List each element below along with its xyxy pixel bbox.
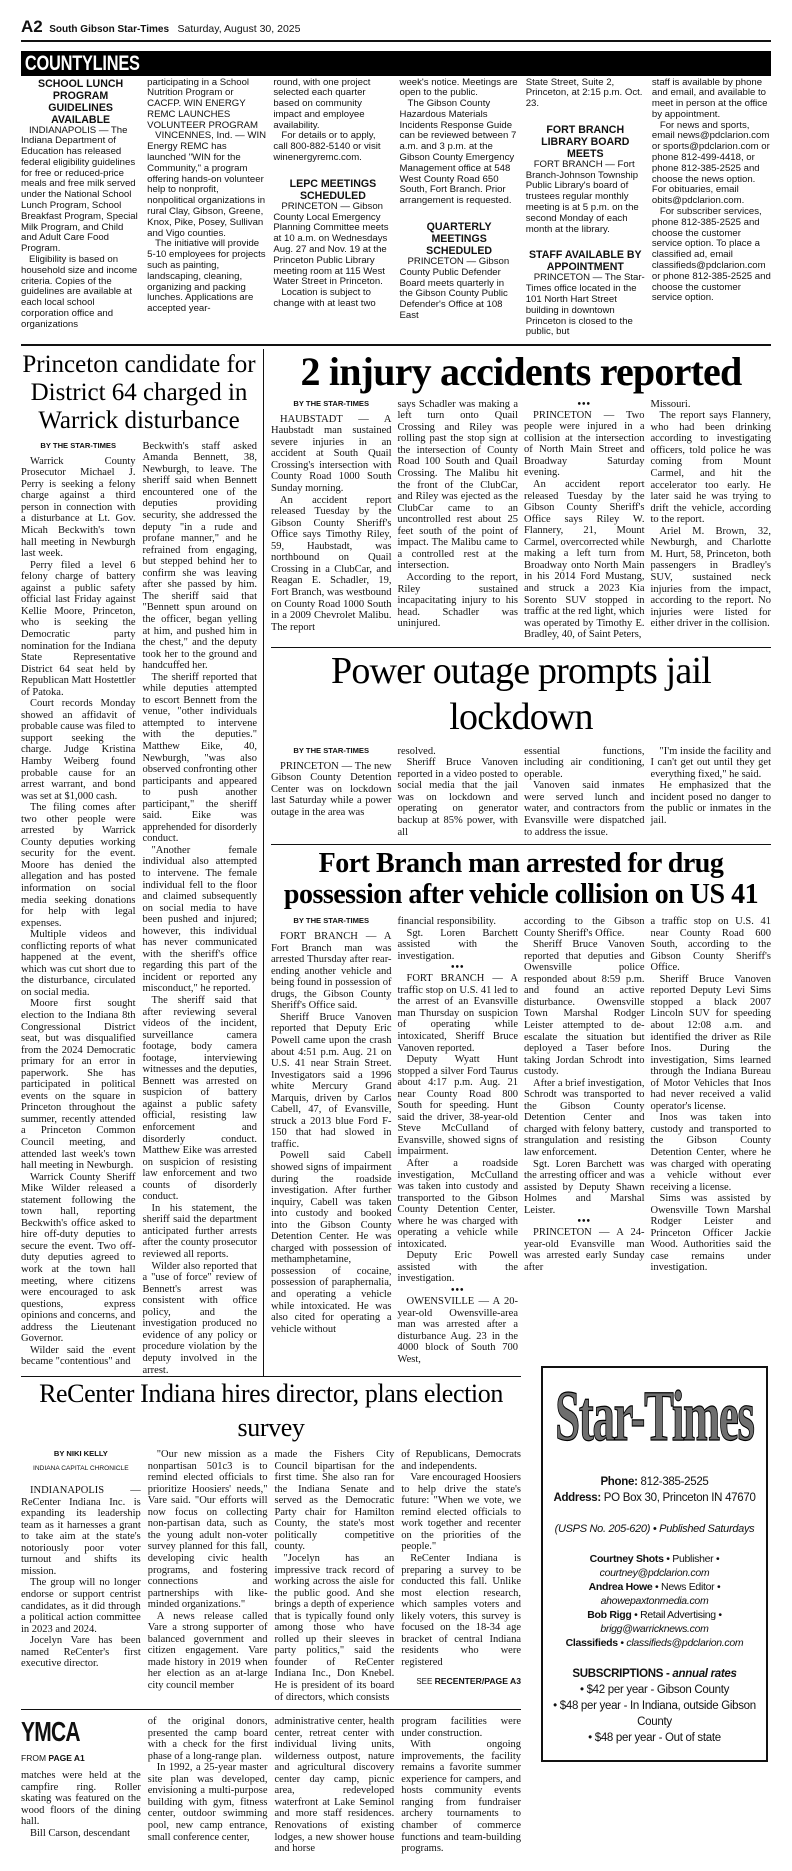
paragraph: FORT BRANCH — A traffic stop on U.S. 41 led to the arrest of an Evansville man Thursday on suspicion of operating while intoxicated, Sheriff Bruce Vanoven reported.	[397, 973, 518, 1054]
subheading: LEPC MEETINGS SCHEDULED	[289, 177, 377, 202]
jump-prefix: SEE	[416, 1677, 433, 1687]
staff-list	[543, 1552, 766, 1650]
paragraph: Court records Monday showed an affidavit of probable cause was filed to support seeking the charge. Judge Kristina Hamby Weiberg found probable cause for an arrest warrant, and bond was set at $1,000 cash.	[21, 698, 136, 802]
subscription-rate: • $48 per year - In Indiana, outside Gibson County	[553, 1700, 756, 1729]
paragraph: Multiple videos and conflicting reports of what happened at the event, which was cut short due to the disturbance, circulated on social media.	[21, 929, 136, 998]
text-column	[400, 78, 519, 322]
paragraph: essential functions, including air conditioning, operable.	[524, 745, 645, 780]
subscription-rate: • $42 per year - Gibson County	[579, 1684, 730, 1697]
text-column	[147, 78, 266, 316]
paragraph: Missouri.	[650, 398, 691, 410]
paragraph: With ongoing improvements, the facility remains a favorite summer experience for campers, and hosts community events ranging from fundraiser archery tournaments to chamber of commerce functions and team-building programs.	[401, 1739, 521, 1855]
text-column	[401, 1449, 521, 1687]
text-column	[148, 1716, 268, 1843]
subheading: STAFF AVAILABLE BY APPOINTMENT	[528, 249, 642, 274]
publication-name: South Gibson Star-Times	[49, 24, 170, 35]
address-line	[543, 1490, 766, 1506]
subscription-rates	[543, 1682, 766, 1746]
paragraph: Sheriff Bruce Vanoven reported Deputy Levi Sims stopped a black 2007 Lincoln SUV for speeding about 12:08 a.m. and identified the driver as Rile Inos. During the investigation, Sims learned through the Indiana Bureau of Motor Vehicles that Inos had never received a valid operator's license.	[650, 973, 771, 1112]
text-column	[21, 1716, 141, 1839]
paragraph: After a brief investigation, Schrodt was transported to the Gibson County Detention Center and charged with felony battery, strangulation and resisting law enforcement.	[524, 1077, 645, 1158]
text-column	[21, 78, 140, 331]
paragraph: PRINCETON — Two people were injured in a collision at the intersection of North Main Street and Broadway Saturday evening.	[524, 409, 645, 479]
byline: BY THE STAR-TIMES	[293, 916, 370, 926]
byline: BY THE STAR-TIMES	[40, 440, 117, 450]
paragraph: Sgt. Loren Barchett was the arresting officer and was assisted by Deputy Shawn Holmes and Marshal Leister.	[524, 1158, 645, 1216]
paragraph: round, with one project selected each quarter based on community impact and employee availability.	[273, 76, 371, 131]
paragraph: made the Fishers City Council bipartisan for the first time. She also ran for the Indiana Senate and served as the Democratic Party chair for Hamilton County, the state's most politically competitive county.	[274, 1449, 395, 1553]
jump-page: PAGE A1	[48, 1753, 85, 1764]
paragraph: Sims was assisted by Owensville Town Marshal Rodger Leister and Princeton Officer Jackie Wood. Authorities said the case remains under investigation.	[650, 1193, 771, 1274]
paragraph: Inos was taken into custody and transported to the Gibson County Detention Center, where he was charged with operating a vehicle without ever receiving a license.	[650, 1112, 771, 1193]
paragraph: Ariel M. Brown, 32, Newburgh, and Charlotte M. Hurt, 58, Princeton, both passengers in Bradley's SUV, sustained neck injuries from the impact, according to the report. No injuries were listed for either driver in the collision.	[650, 525, 771, 630]
paragraph: VINCENNES, Ind. — WIN Energy REMC has launched "WIN for the Community," a program offering hands-on volunteer help to nonprofit, nonpolitical organizations in rural Clay, Gibson, Greene, Knox, Pike, Posey, Sullivan and Vigo counties.	[147, 130, 267, 239]
publication-info-box	[541, 1366, 768, 1762]
paragraph: financial responsibility.	[397, 916, 496, 928]
text-column	[275, 1716, 395, 1855]
main-news-area	[21, 349, 771, 1376]
paragraph: Jocelyn Vare has been named ReCenter's first executive director.	[21, 1635, 141, 1670]
staff-email[interactable]: courtney@pdclarion.com	[599, 1567, 710, 1580]
byline: BY NIKI KELLY	[53, 1449, 108, 1459]
subscription-rate: • $48 per year - Out of state	[588, 1732, 721, 1745]
paragraph: The Gibson County Hazardous Materials Incidents Response Guide can be reviewed between 7 a.m. and 3 p.m. at the Gibson County Emergency Management office at 548 West County Road 650 South, Fort Branch. Prior arrangement is requested.	[399, 98, 517, 207]
paragraph: resolved.	[397, 745, 436, 757]
text-column	[148, 1449, 268, 1691]
section-title: COUNTYLINES	[24, 51, 140, 75]
text-column	[143, 441, 258, 1376]
paragraph: For subscriber services, phone 812-385-2525 and choose the customer service option. To place a classified ad, email classifieds@pdclarion.com or phone 812-385-2525 and choose the customer service option.	[651, 206, 771, 304]
paragraph: PRINCETON — Gibson County Public Defender Board meets quarterly in the Gibson County Public Defender's Office at 108 East	[399, 256, 510, 322]
text-column	[21, 1449, 141, 1670]
text-column	[398, 916, 519, 1365]
paragraph: The sheriff said that after reviewing several videos of the incident, surveillance camera footage, body camera footage, interviewing witnesses and the deputies, Bennett was arrested on suspicion of battery against a public safety official, resisting law enforcement and disorderly conduct. Matthew Eike was arrested on suspicion of resisting law enforcement and two counts of disorderly conduct.	[142, 995, 257, 1203]
paragraph: administrative center, health center, retreat center with individual living units, wilderness outpost, nature and agricultural discovery center day camp, picnic area, redeveloped waterfront at Lake Seminol and more staff residences. Renovations of existing lodges, a new shower house and horse	[274, 1716, 395, 1855]
text-column	[398, 746, 519, 838]
headline-injury-accidents: 2 injury accidents reported	[300, 348, 742, 394]
paragraph: participating in a School Nutrition Program or CACFP. WIN ENERGY REMC LAUNCHES VOLUNTEER PROGRAM	[147, 76, 259, 131]
paragraph: The filing comes after two other people were arrested by Warrick County deputies working security for the event. Moore has denied the allegation and has posted information on social media seeking donations for help with legal expenses.	[21, 802, 136, 929]
paragraph: matches were held at the campfire ring. Roller skating was featured on the wood floors of the dining hall.	[21, 1770, 141, 1828]
subheading: FORT BRANCH LIBRARY BOARD MEETS	[541, 123, 630, 160]
staff-name: Bob Rigg	[587, 1609, 632, 1622]
staff-contact: Andrea Howe • News Editor • ahowepaxtonmedia.com	[588, 1581, 721, 1608]
paragraph: says Schadler was making a left turn onto Quail Crossing and Riley was rolling past the stop sign at the intersection of County Road 100 South and Quail Crossing. The Malibu hit the front of the ClubCar, and Riley was ejected as the ClubCar came to an uncontrolled rest about 25 feet south of the point of impact. The Malibu came to a controlled rest at the intersection.	[397, 398, 518, 572]
staff-contact: Bob Rigg • Retail Advertising • brigg@warricknews.com	[587, 1609, 722, 1636]
paragraph: Beckwith's staff asked Amanda Bennett, 38, Newburgh, to leave. The sheriff said when Bennett encountered one of the deputies providing security, she addressed the deputy "in a rude and profane manner," and he refrained from engaging, but stepped behind her to confirm she was leaving after she passed by him. The sheriff said that "Bennett spun around on the officer, began yelling at him, and pushed him in the chest," and the deputy took her to the ground and handcuffed her.	[142, 440, 257, 672]
paragraph: ReCenter Indiana is preparing a survey to be conducted this fall. Unlike most election research, which samples voters and likely voters, this survey is focused on the 18-34 age bracket of central Indiana residents who were registered	[401, 1552, 521, 1668]
paragraph: Deputy Wyatt Hunt stopped a silver Ford Taurus about 4:17 p.m. Aug. 21 near County Road 800 South for speeding. Hunt said the driver, 38-year-old Steve McCulland of Evansville, showed signs of impairment.	[397, 1054, 518, 1158]
paragraph: An accident report released Tuesday by the Gibson County Sheriff's Office says Riley W. Flannery, 21, Mount Carmel, overcorrected while making a left turn from Broadway onto North Main in his 2014 Ford Mustang, and struck a 2023 Kia Sorento SUV stopped in traffic at the red light, which was operated by Timothy E. Bradley, 40, of Saint Peters,	[524, 479, 645, 641]
paragraph: In his statement, the sheriff said the department anticipated further arrests after the county prosecutor reviewed all reports.	[142, 1202, 257, 1261]
text-column	[401, 1716, 521, 1855]
paragraph: For details or to apply, call 800-882-5140 or visit winenergyremc.com.	[273, 130, 381, 164]
phone-number: 812-385-2525	[640, 1476, 709, 1489]
jump-link[interactable]	[401, 1676, 521, 1687]
usps-line: (USPS No. 205-620) • Published Saturdays	[554, 1523, 755, 1536]
paragraph: The group will no longer endorse or support centrist candidates, as it did through a political action committee in 2023 and 2024.	[21, 1577, 141, 1635]
right-news-column	[264, 349, 771, 1376]
staff-name: Andrea Howe	[588, 1581, 653, 1594]
story-separator: •••	[577, 1216, 591, 1228]
paragraph: according to the Gibson County Sheriff's Office.	[524, 916, 645, 939]
headline-princeton-candidate: Princeton candidate for District 64 charged in Warrick disturbance	[22, 350, 256, 434]
story-separator: •••	[577, 398, 591, 410]
header-rule	[21, 40, 771, 42]
text-column	[21, 441, 136, 1368]
paragraph: INDIANAPOLIS — The Indiana Department of Education has released federal eligibility guidelines for free or reduced-price meals and free milk served under the National School Lunch Program, School Breakfast Program, Special Milk Program, and Child and Adult Care Food Program.	[21, 124, 138, 255]
address-value: PO Box 30, Princeton IN 47670	[603, 1492, 756, 1505]
section-divider	[21, 344, 771, 346]
byline-organization: INDIANA CAPITAL CHRONICLE	[33, 1465, 129, 1473]
article-princeton-candidate	[21, 349, 264, 1376]
paragraph: Deputy Eric Powell assisted with the investigation.	[397, 1250, 518, 1285]
staff-role: Publisher	[672, 1553, 714, 1566]
staff-email[interactable]: ahowepaxtonmedia.com	[600, 1595, 709, 1608]
byline: BY THE STAR-TIMES	[293, 745, 370, 755]
paragraph: week's notice. Meetings are open to the public.	[399, 76, 518, 99]
paragraph: The initiative will provide 5-10 employees for projects such as painting, landscaping, cleaning, organizing and packing lunches. Applications are accepted year-	[147, 238, 266, 315]
text-column	[652, 78, 771, 305]
paragraph: Vare encouraged Hoosiers to help drive the state's future: "When we vote, we remind elected officials to work together and recenter on the priorities of the people."	[401, 1472, 521, 1553]
text-column	[271, 916, 392, 1335]
staff-role: Retail Advertising	[640, 1609, 716, 1622]
paragraph: A news release called Vare a strong supporter of balanced government and citizen engagement. Vare made history in 2019 when her election as an at-large city council member	[147, 1610, 268, 1691]
headline-fort-branch-arrest: Fort Branch man arrested for drug possession after vehicle collision on US 41	[283, 848, 759, 911]
paragraph: "Another female individual also attempted to intervene. The female individual fell to the floor and claimed subsequently on social media to have been pushed and injured; however, this individual has never communicated with the sheriff's office regarding this part of the incident or reported any misconduct," he reported.	[142, 844, 257, 995]
jump-prefix: FROM	[21, 1753, 47, 1764]
paragraph: Vanoven said inmates were served lunch and water, and contractors from Evansville were dispatched to address the issue.	[524, 780, 645, 838]
headline-power-outage: Power outage prompts jail lockdown	[331, 649, 711, 738]
paragraph: Wilder also reported that a "use of force" review of Bennett's arrest was consistent with office policy, and the investigation produced no evidence of any policy or procedure violation by the deputy involved in the arrest.	[142, 1260, 257, 1376]
paragraph: According to the report, Riley sustained incapacitating injury to his head. Schadler was uninjured.	[397, 571, 518, 630]
article-recenter	[21, 1377, 521, 1709]
text-column	[651, 746, 772, 827]
paragraph: Sgt. Loren Barchett assisted with the investigation.	[397, 927, 518, 962]
staff-email[interactable]: classifieds@pdclarion.com	[626, 1637, 744, 1650]
paragraph: The report says Flannery, who had been drinking according to investigating officers, told police he was coming from Mount Carmel, and hit the accelerator too early. He later said he was trying to drift the vehicle, according to the report.	[650, 410, 771, 526]
subscriptions-title	[543, 1666, 766, 1682]
article-body	[271, 399, 771, 641]
text-column	[524, 746, 645, 838]
staff-email[interactable]: brigg@warricknews.com	[600, 1623, 709, 1636]
paragraph: FORT BRANCH — A Fort Branch man was arrested Thursday after rear-ending another vehicle and being found in possession of drugs, the Gibson County Sheriff's Office said.	[271, 931, 392, 1012]
article-body	[271, 746, 771, 838]
text-column	[526, 78, 645, 339]
subs-title-em: annual rates	[672, 1668, 737, 1681]
article-body	[21, 1449, 521, 1703]
paragraph: Bill Carson, descendant	[30, 1827, 131, 1839]
text-column	[271, 399, 392, 633]
story-separator: •••	[450, 962, 465, 974]
paragraph: PRINCETON — Gibson County Local Emergency Planning Committee meets at 10 a.m. on Wednesdays Aug. 27 and Nov. 19 at the Princeton Public Library meeting room at 115 West Water Street in Princeton.	[273, 200, 389, 288]
paragraph: After a roadside investigation, McCulland was taken into custody and transported to the Gibson County Detention Center, where he was charged with operating a vehicle while intoxicated.	[397, 1158, 518, 1250]
paragraph: of Republicans, Democrats and independents.	[401, 1449, 521, 1472]
paragraph: PRINCETON — The new Gibson County Detention Center was on lockdown last Saturday while a power outage in the area was	[271, 760, 392, 818]
paragraph: Warrick County Prosecutor Michael J. Perry is seeking a felony charge against a third person in connection with a disturbance at Lt. Gov. Micah Beckwith's town hall meeting in Newburgh last week.	[21, 455, 136, 560]
paragraph: a traffic stop on U.S. 41 near County Road 600 South, according to the Gibson County Sheriff's Office.	[650, 916, 771, 974]
article-ymca	[21, 1716, 521, 1861]
paragraph: For news and sports, email news@pdclarion.com or sports@pdclarion.com or phone 812-499-4418, or phone 812-385-2525 and choose the news option. For obituaries, email obits@pdclarion.com.	[651, 119, 770, 207]
text-column	[651, 399, 772, 630]
phone-line	[543, 1474, 766, 1490]
bottom-left-column	[21, 1376, 521, 1861]
paragraph: PRINCETON — A 24-year-old Evansville man was arrested early Sunday after	[524, 1227, 645, 1273]
text-column	[398, 399, 519, 630]
staff-contact: Classifieds • classifieds@pdclarion.com	[565, 1637, 744, 1650]
text-column	[524, 399, 645, 641]
paragraph: "Our new mission as a nonpartisan 501c3 is to remind elected officials to prioritize Hoosiers' needs," Vare said. "Our efforts will now focus on collecting non-partisan data, such as the young adult non-voter survey planned for this fall, developing civic health programs, and fostering connections and partnerships with like-minded organizations."	[147, 1449, 268, 1611]
paragraph: FORT BRANCH — Fort Branch-Johnson Township Public Library's board of trustees regular monthly meeting is at 5 p.m. on the second Monday of each month at the library.	[525, 158, 639, 235]
section-divider	[271, 844, 771, 845]
text-column	[275, 1449, 395, 1703]
paragraph: Perry filed a level 6 felony charge of battery against a public safety official last Friday against Kellie Moore, Princeton, who is seeking the Democratic party nomination for the Indiana State Representative District 64 seat held by Republican Matt Hostettler of Patoka.	[21, 559, 136, 698]
section-divider	[21, 1709, 521, 1710]
text-column	[273, 78, 392, 310]
countylines-banner	[21, 51, 771, 76]
page-header	[21, 18, 771, 40]
paragraph: Location is subject to change with at least two	[273, 287, 376, 310]
paragraph: An accident report released Tuesday by the Gibson County Sheriff's Office says Timothy Riley, 59, Haubstadt, was northbound on Quail Crossing in a ClubCar, and Reagan E. Schadler, 19, Fort Branch, was westbound on County Road 1000 South in a 2009 Chevrolet Malibu. The report	[271, 494, 392, 633]
article-body	[271, 916, 771, 1365]
paragraph: Sheriff Bruce Vanoven reported in a video posted to social media that the jail was on lockdown and operating on generator backup at 85% power, with all	[397, 757, 518, 838]
jump-from	[21, 1752, 141, 1764]
paragraph: "I'm inside the facility and I can't get out until they get everything fixed," he said.	[650, 745, 771, 780]
subheading: SCHOOL LUNCH PROGRAM GUIDELINES AVAILABLE	[38, 77, 124, 126]
story-separator: •••	[450, 1285, 465, 1297]
paragraph: PRINCETON — The Star-Times office located in the 101 North Hart Street building in downtown Princeton is closed to the public, but	[525, 272, 645, 338]
jump-target: RECENTER/PAGE A3	[434, 1676, 521, 1687]
paragraph: "Jocelyn has an impressive track record of working across the aisle for the public good. And she brings a depth of experience that is typically found only among those who have rolled up their sleeves in party politics," said the founder of ReCenter Indiana Inc., Don Knebel. He is president of its board of directors, which consists	[274, 1552, 395, 1703]
paragraph: Sheriff Bruce Vanoven reported that Deputy Eric Powell came upon the crash about 4:51 p.m. Aug. 21 on U.S. 41 near Strain Street. Investigators said a 1996 white Mercury Grand Marquis, driven by Carlos Cabell, 47, of Evansville, struck a 2013 blue Ford F-150 that had slowed in traffic.	[271, 1011, 392, 1150]
bottom-area	[21, 1376, 771, 1861]
headline-recenter: ReCenter Indiana hires director, plans election survey	[39, 1379, 503, 1443]
paragraph: Sheriff Bruce Vanoven reported that deputies and Owensville police responded about 8:59 p.m. and found an active disturbance. Owensville Town Marshal Rodger Leister attempted to de-escalate the situation but deployed a Taser before taking Jordan Schrodt into custody.	[524, 939, 645, 1078]
staff-name: Classifieds	[565, 1637, 618, 1650]
staff-name: Courtney Shots	[589, 1553, 664, 1566]
article-fort-branch-arrest	[271, 848, 771, 1371]
staff-contact: Courtney Shots • Publisher • courtney@pdclarion.com	[589, 1553, 720, 1580]
paragraph: HAUBSTADT — A Haubstadt man sustained severe injuries in an accident at South Quail Crossing's intersection with County Road 1000 South Sunday morning.	[271, 413, 392, 495]
paragraph: State Street, Suite 2, Princeton, at 2:15 p.m. Oct. 23.	[525, 76, 643, 110]
ymca-section-logo: YMCA	[21, 1716, 80, 1748]
paragraph: Moore first sought election to the Indiana 8th Congressional District seat, but was disqualified from the 2024 Democratic primary for an error in paperwork. She has participated in political events on the square in Princeton throughout the summer, recently attended a Princeton Common Council meeting, and attended last week's town hall meeting in Newburgh.	[21, 998, 136, 1172]
article-body	[21, 1716, 521, 1855]
article-power-outage	[271, 648, 771, 844]
paragraph: of the original donors, presented the camp board with a check for the first phase of a long-range plan.	[147, 1716, 268, 1762]
text-column	[651, 916, 772, 1274]
issue-date: Saturday, August 30, 2025	[177, 23, 301, 35]
paragraph: OWENSVILLE — A 20-year-old Owensville-area man was arrested after a disturbance Aug. 23 in the 4000 block of South 700 West,	[397, 1296, 518, 1365]
phone-label: Phone:	[600, 1476, 638, 1489]
paragraph: program facilities were under construction.	[401, 1716, 521, 1739]
paragraph: INDIANAPOLIS — ReCenter Indiana Inc. is expanding its leadership team as it harnesses a grant to take aim at the state's notoriously poor voter turnout and shifts its mission.	[21, 1485, 141, 1577]
paragraph: The sheriff reported that while deputies attempted to escort Bennett from the venue, "other individuals attempted to intervene with the deputies." Matthew Eike, 40, Newburgh, "was also observed confronting other participants and appeared to push another participant," the sheriff said. Eike was apprehended for disorderly conduct.	[142, 671, 257, 845]
paragraph: In 1992, a 25-year master site plan was developed, envisioning a multi-purpose building with gym, fitness center, outdoor swimming pool, new camp entrance, small conference center,	[147, 1762, 268, 1843]
star-times-logo: Star-Times	[555, 1376, 754, 1457]
text-column	[524, 916, 645, 1273]
paragraph: Wilder said the event became "contentious" and	[21, 1344, 136, 1368]
paragraph: He emphasized that the incident posed no danger to the public or inmates in the jail.	[650, 780, 771, 826]
subs-title: SUBSCRIPTIONS -	[572, 1668, 673, 1681]
article-body	[21, 441, 257, 1376]
paragraph: Eligibility is based on household size and income criteria. Copies of the guidelines are available at each local school corporation office and organizations	[21, 254, 138, 330]
paragraph: Powell said Cabell showed signs of impairment during the roadside investigation. After further inquiry, Cabell was taken into custody and booked into the Gibson County Detention Center. He was charged with possession of methamphetamine, possession of cocaine, possession of paraphernalia, and operating a vehicle while intoxicated. He was also cited for operating a vehicle without	[271, 1150, 392, 1335]
page-number: A2	[21, 17, 43, 36]
countylines-section	[21, 78, 771, 339]
paragraph: staff is available by phone and email, and available to meet in person at the office by appointment.	[651, 76, 768, 120]
byline: BY THE STAR-TIMES	[293, 398, 370, 408]
subheading: QUARTERLY MEETINGS SCHEDULED	[426, 221, 493, 258]
article-injury-accidents	[271, 349, 771, 647]
paragraph: Warrick County Sheriff Mike Wilder released a statement following the town hall, reporting Beckwith's office asked to hire off-duty deputies to secure the event. Two off-duty deputies agreed to work at the town hall meeting, where citizens were encouraged to ask questions, express opinions and concerns, and address the Lieutenant Governor.	[21, 1171, 136, 1345]
address-label: Address:	[553, 1492, 601, 1505]
staff-role: News Editor	[661, 1581, 715, 1594]
text-column	[271, 746, 392, 819]
